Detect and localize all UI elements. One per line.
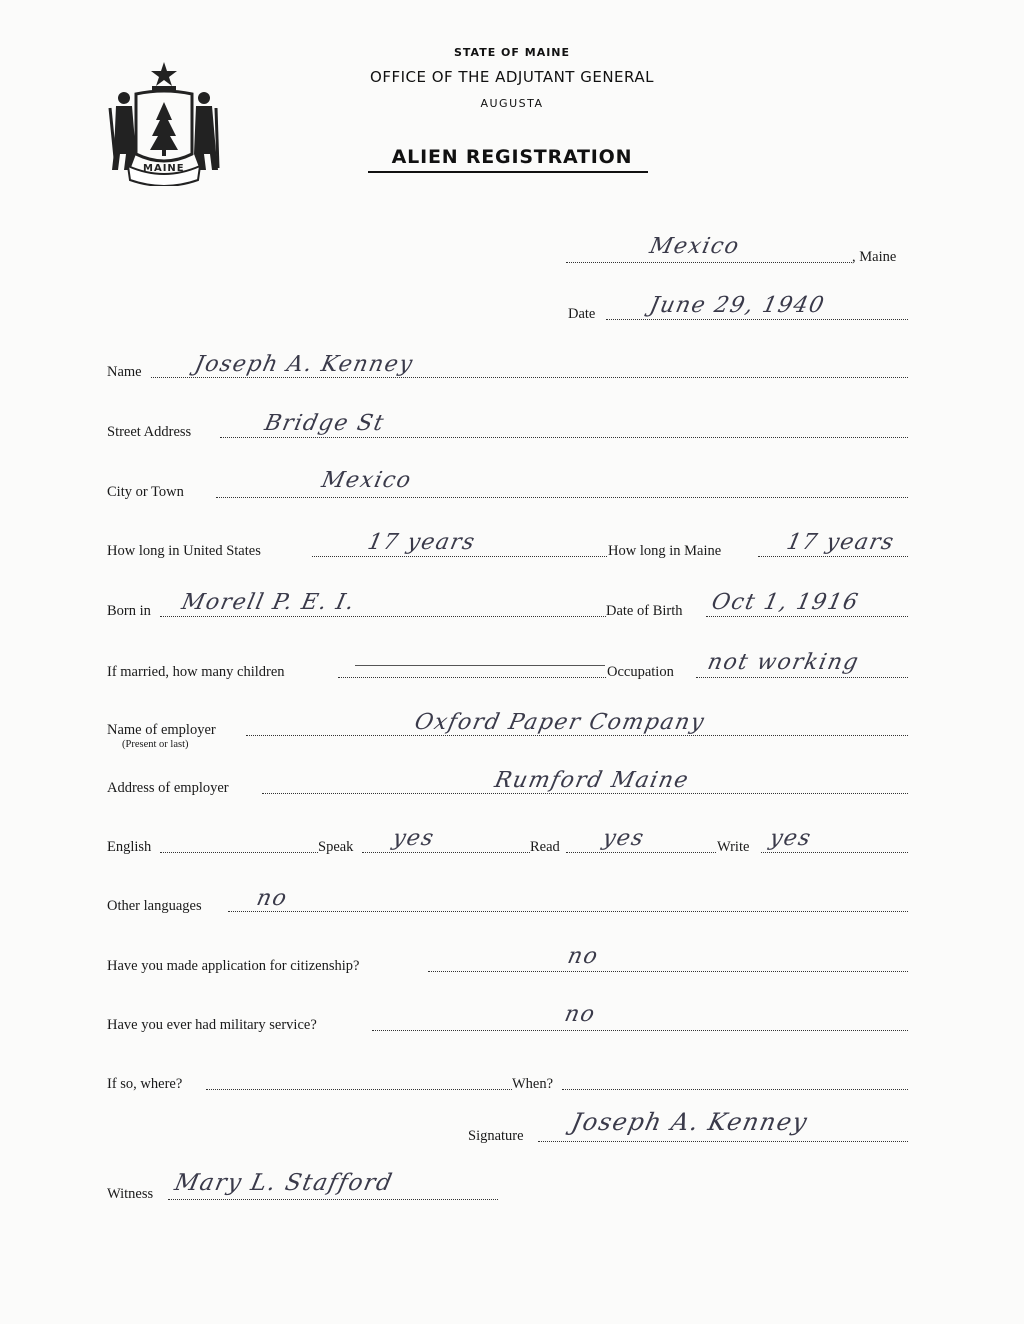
where-label: If so, where? <box>107 1076 183 1092</box>
other-languages-label: Other languages <box>107 898 202 914</box>
dob-label: Date of Birth <box>606 603 683 619</box>
date-value: June 29, 1940 <box>647 293 828 318</box>
other-languages-line <box>228 911 908 912</box>
witness-line <box>168 1199 498 1200</box>
english-label: English <box>107 839 152 855</box>
employer-line <box>246 735 908 736</box>
employer-address-value: Rumford Maine <box>492 768 692 793</box>
employer-address-label: Address of employer <box>107 780 229 796</box>
header-office: OFFICE OF THE ADJUTANT GENERAL <box>370 68 654 86</box>
read-label: Read <box>530 839 560 855</box>
english-line <box>160 852 318 853</box>
write-label: Write <box>717 839 750 855</box>
occupation-label: Occupation <box>607 664 674 680</box>
military-line <box>372 1030 908 1031</box>
date-label: Date <box>568 306 596 322</box>
citizenship-value: no <box>565 944 602 969</box>
signature-line <box>538 1141 908 1142</box>
dob-value: Oct 1, 1916 <box>709 590 862 615</box>
speak-line <box>362 852 530 853</box>
when-line <box>562 1089 908 1090</box>
seal-banner-text: MAINE <box>143 163 185 174</box>
read-value: yes <box>600 826 647 851</box>
city-line <box>216 497 908 498</box>
employer-value: Oxford Paper Company <box>412 710 708 735</box>
other-languages-value: no <box>254 886 291 911</box>
occupation-value: not working <box>705 650 862 675</box>
city-label: City or Town <box>107 484 184 500</box>
how-long-maine-value: 17 years <box>784 530 898 555</box>
military-value: no <box>562 1002 599 1027</box>
how-long-maine-label: How long in Maine <box>608 543 722 559</box>
header-city: AUGUSTA <box>480 97 544 110</box>
married-line <box>338 677 606 678</box>
married-label: If married, how many children <box>107 664 285 680</box>
form-title: ALIEN REGISTRATION <box>391 146 633 168</box>
employer-address-line <box>262 793 908 794</box>
married-dash-mark <box>355 665 605 666</box>
street-line <box>220 437 908 438</box>
employer-note: (Present or last) <box>122 739 189 750</box>
maine-label: , Maine <box>852 249 897 265</box>
citizenship-line <box>428 971 908 972</box>
how-long-us-line <box>312 556 607 557</box>
born-in-value: Morell P. E. I. <box>179 590 358 615</box>
occupation-line <box>696 677 908 678</box>
when-label: When? <box>512 1076 554 1092</box>
write-value: yes <box>767 826 814 851</box>
military-label: Have you ever had military service? <box>107 1017 317 1033</box>
how-long-us-label: How long in United States <box>107 543 261 559</box>
town-value: Mexico <box>647 234 743 259</box>
where-line <box>206 1089 512 1090</box>
title-underline <box>368 171 648 173</box>
street-label: Street Address <box>107 424 192 440</box>
how-long-maine-line <box>758 556 908 557</box>
born-in-line <box>160 616 606 617</box>
how-long-us-value: 17 years <box>365 530 479 555</box>
witness-label: Witness <box>107 1186 154 1202</box>
speak-label: Speak <box>318 839 354 855</box>
write-line <box>761 852 908 853</box>
signature-label: Signature <box>468 1128 524 1144</box>
street-value: Bridge St <box>262 411 387 436</box>
name-value: Joseph A. Kenney <box>192 352 416 377</box>
header-state: STATE OF MAINE <box>453 46 571 59</box>
name-label: Name <box>107 364 142 380</box>
city-value: Mexico <box>319 468 415 493</box>
name-line <box>151 377 908 378</box>
speak-value: yes <box>390 826 437 851</box>
town-line <box>566 262 852 263</box>
born-in-label: Born in <box>107 603 151 619</box>
witness-value: Mary L. Stafford <box>172 1170 396 1196</box>
employer-label: Name of employer <box>107 722 216 738</box>
read-line <box>566 852 716 853</box>
date-line <box>606 319 908 320</box>
signature-value: Joseph A. Kenney <box>569 1108 811 1136</box>
citizenship-label: Have you made application for citizenship? <box>107 958 360 974</box>
dob-line <box>706 616 908 617</box>
